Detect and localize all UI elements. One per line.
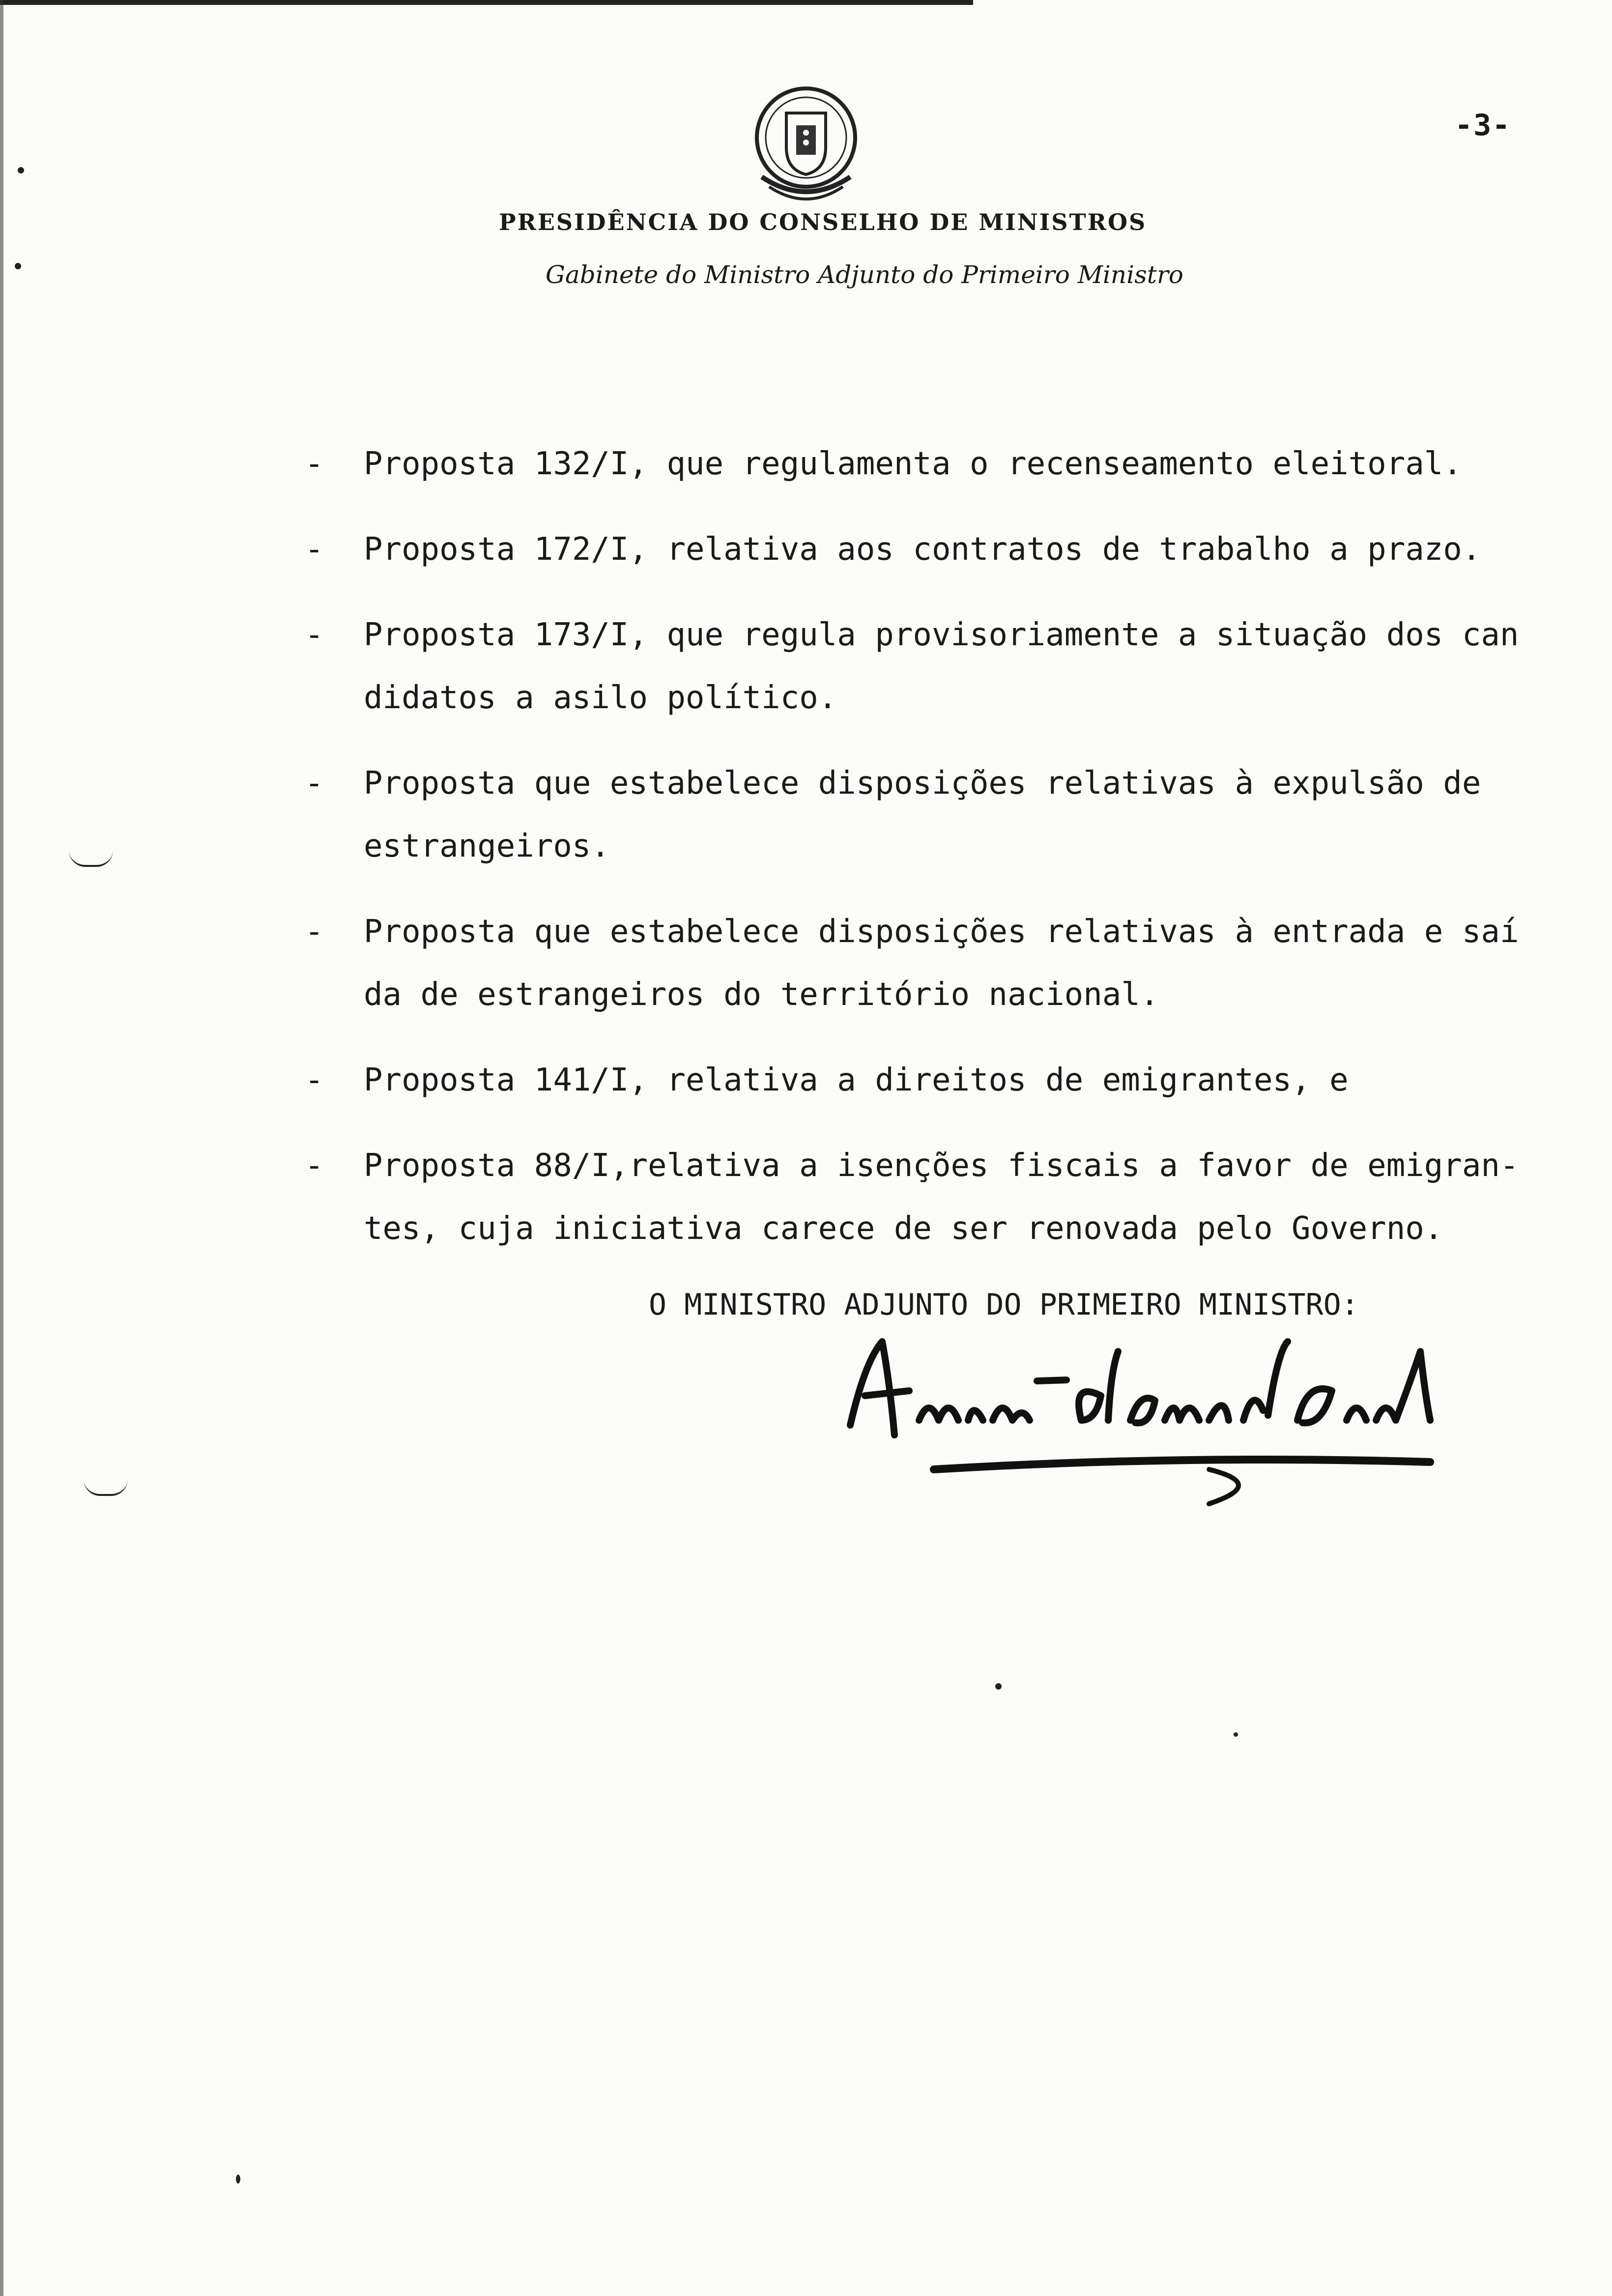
list-item-text: Proposta 172/I, relativa aos contratos de trabalho a prazo.	[364, 531, 1481, 568]
handwritten-signature	[835, 1322, 1455, 1509]
list-item	[295, 1049, 1597, 1112]
top-rule	[0, 0, 973, 5]
list-item	[295, 518, 1597, 581]
signature-title: O MINISTRO ADJUNTO DO PRIMEIRO MINISTRO:	[649, 1288, 1359, 1322]
list-item	[295, 1134, 1597, 1260]
list-item-text: Proposta 132/I, que regulamenta o recenseamento eleitoral.	[364, 446, 1462, 482]
bullet-dash: -	[305, 765, 324, 802]
list-item-text: Proposta que estabelece disposições relativas à entrada e saí da de estrangeiros do território nacional.	[364, 914, 1519, 1013]
scan-speck	[18, 167, 24, 173]
bullet-dash: -	[305, 446, 324, 482]
list-item-text: Proposta 173/I, que regula provisoriamente a situação dos can didatos a asilo político.	[364, 617, 1519, 716]
bullet-dash: -	[305, 1062, 324, 1098]
list-item	[295, 752, 1597, 878]
bullet-dash: -	[305, 617, 324, 653]
bullet-dash: -	[305, 1148, 324, 1184]
coat-of-arms-icon	[742, 79, 870, 216]
bullet-dash: -	[305, 531, 324, 568]
bullet-dash: -	[305, 914, 324, 950]
list-item	[295, 603, 1597, 729]
list-item	[295, 432, 1597, 495]
scan-speck	[15, 263, 21, 269]
scan-speck	[1234, 1732, 1238, 1737]
scan-speck	[236, 2175, 240, 2183]
letterhead-title: PRESIDÊNCIA DO CONSELHO DE MINISTROS	[499, 209, 1147, 235]
punch-hole-mark	[84, 1479, 128, 1496]
list-item	[295, 900, 1597, 1026]
proposal-list	[295, 432, 1597, 1283]
list-item-text: Proposta 141/I, relativa a direitos de emigrantes, e	[364, 1062, 1349, 1098]
page-edge-shadow	[0, 0, 3, 2296]
scan-speck	[995, 1683, 1002, 1690]
list-item-text: Proposta 88/I,relativa a isenções fiscais a favor de emigran- tes, cuja iniciativa carece de ser renovada pelo Governo.	[364, 1148, 1519, 1247]
letterhead-subtitle: Gabinete do Ministro Adjunto do Primeiro Ministro	[546, 260, 1183, 289]
page-number: -3-	[1455, 108, 1511, 143]
list-item-text: Proposta que estabelece disposições relativas à expulsão de estrangeiros.	[364, 765, 1481, 864]
punch-hole-mark	[69, 850, 113, 867]
